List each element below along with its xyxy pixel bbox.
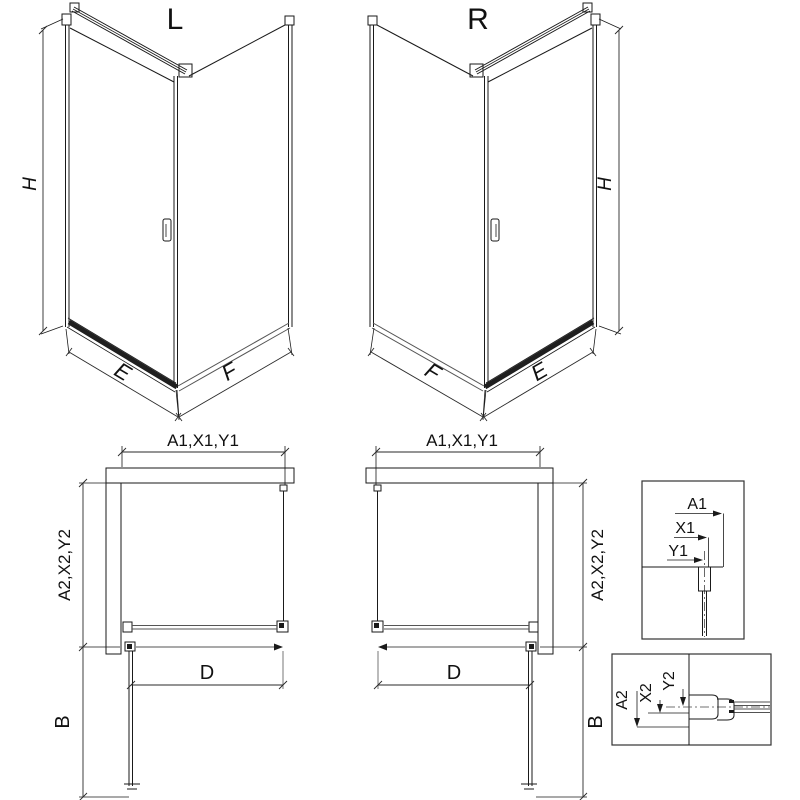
- door-handle: [163, 219, 171, 241]
- svg-text:H: H: [595, 177, 616, 191]
- svg-text:X1: X1: [675, 520, 695, 537]
- plan-view-left: [52, 431, 294, 800]
- svg-text:Y2: Y2: [661, 671, 678, 691]
- svg-text:E: E: [526, 357, 552, 387]
- dim-width-label: A1,X1,Y1: [167, 431, 239, 450]
- side-panel-plan: [277, 485, 288, 632]
- side-panel-stile: [285, 16, 294, 327]
- dim-height-right: [595, 19, 623, 335]
- svg-text:F: F: [420, 357, 446, 386]
- wall-profile-left: [62, 14, 71, 327]
- dim-height-left: [20, 19, 63, 335]
- door-closed-plan: [123, 622, 277, 632]
- detail-depth-offsets: [612, 654, 771, 745]
- wall-profile-right: [591, 14, 600, 327]
- svg-text:Y1: Y1: [668, 543, 688, 560]
- dim-door-width-left: [66, 329, 181, 421]
- dim-door-open: [52, 647, 129, 800]
- side-panel-plan-right: [372, 485, 383, 632]
- dim-width-line-right: [372, 446, 544, 485]
- side-panel-stile-right: [368, 16, 377, 327]
- corner-post-right: [485, 76, 489, 388]
- svg-text:D: D: [446, 662, 462, 684]
- wall-profile-section-2: [689, 695, 770, 720]
- dim-depth-right: [540, 479, 607, 651]
- door-handle-right: [491, 219, 499, 241]
- callout-a1: [675, 496, 722, 517]
- svg-text:F: F: [217, 357, 242, 386]
- dim-side-width-right: [368, 328, 486, 421]
- svg-text:B: B: [52, 715, 74, 729]
- wall-top: [106, 468, 294, 483]
- dim-side-width-left: [176, 328, 294, 421]
- dim-depth: [55, 479, 120, 651]
- door-open-plan-right: [521, 642, 537, 789]
- callout-y2: [661, 671, 686, 706]
- svg-text:A2,X2,Y2: A2,X2,Y2: [55, 529, 74, 601]
- svg-text:A2,X2,Y2: A2,X2,Y2: [588, 529, 607, 601]
- dim-door-width-right: [481, 329, 596, 421]
- variant-label-right: R: [467, 3, 489, 36]
- dim-entry: [127, 662, 287, 689]
- dim-width-label-right: A1,X1,Y1: [426, 431, 498, 450]
- svg-text:E: E: [110, 357, 136, 387]
- door-open-plan: [124, 642, 140, 789]
- wall-side: [106, 483, 121, 654]
- plan-view-right: [366, 431, 607, 800]
- callout-x1: [674, 520, 707, 541]
- callout-y1: [667, 543, 703, 563]
- svg-text:D: D: [199, 662, 215, 684]
- dim-width-line: [118, 446, 289, 485]
- iso-view-left: [20, 3, 294, 421]
- iso-view-right: [368, 3, 623, 421]
- wall-side-right: [538, 483, 553, 654]
- wall-top-right: [366, 468, 553, 483]
- side-panel-top-edge: [189, 25, 285, 76]
- svg-text:H: H: [20, 177, 41, 191]
- svg-text:A1: A1: [687, 496, 707, 513]
- corner-post: [174, 76, 178, 388]
- door-closed-plan-right: [384, 622, 538, 632]
- variant-label-left: L: [166, 3, 184, 36]
- svg-text:A2: A2: [614, 690, 631, 710]
- svg-text:X2: X2: [638, 683, 655, 703]
- detail-width-offsets: [642, 481, 744, 639]
- dim-entry-right: [374, 662, 534, 689]
- svg-text:B: B: [585, 715, 607, 729]
- side-panel-top-edge-right: [377, 25, 473, 76]
- dim-door-open-right: [536, 647, 607, 800]
